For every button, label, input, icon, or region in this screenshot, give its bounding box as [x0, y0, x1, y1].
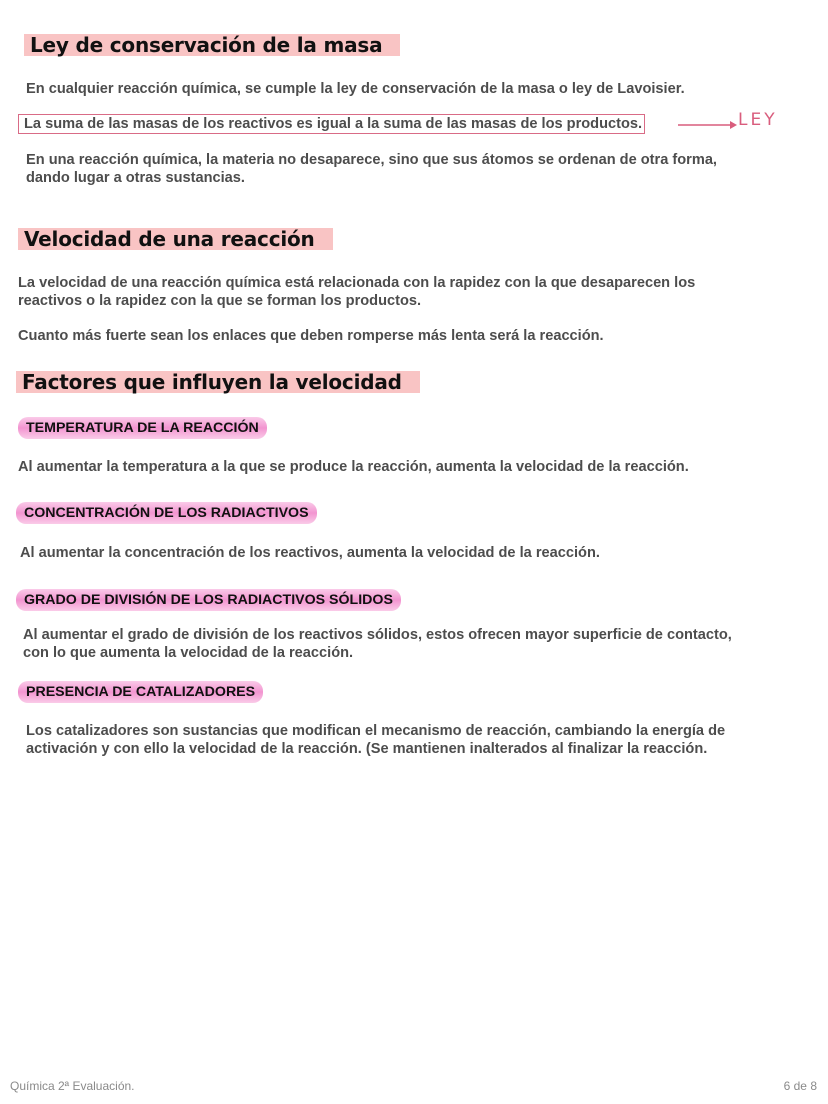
factor-text-concentracion: Al aumentar la concentración de los reactivos, aumenta la velocidad de la reacción. [20, 545, 600, 561]
factor-text-division-line1: Al aumentar el grado de división de los reactivos sólidos, estos ofrecen mayor superficie de contacto, [23, 627, 732, 643]
footer-document-title: Química 2ª Evaluación. [10, 1079, 135, 1093]
factor-text-catalizadores-line1: Los catalizadores son sustancias que modifican el mecanismo de reacción, cambiando la energía de [26, 723, 726, 739]
paragraph-lavoisier: En cualquier reacción química, se cumple la ley de conservación de la masa o ley de Lavoisier. [26, 81, 685, 97]
section-title-conservacion: Ley de conservación de la masa [24, 34, 400, 56]
handwritten-ley-label: LEY [738, 110, 778, 130]
factor-heading-catalizadores: PRESENCIA DE CATALIZADORES [18, 681, 263, 703]
paragraph-velocidad-line1: La velocidad de una reacción química está relacionada con la rapidez con la que desaparecen los [18, 275, 696, 291]
paragraph-materia-line2: dando lugar a otras sustancias. [26, 170, 245, 186]
factor-text-temperatura: Al aumentar la temperatura a la que se produce la reacción, aumenta la velocidad de la reacción. [18, 459, 689, 475]
paragraph-enlaces: Cuanto más fuerte sean los enlaces que deben romperse más lenta será la reacción. [18, 328, 604, 344]
section-title-factores: Factores que influyen la velocidad [16, 371, 420, 393]
factor-heading-division: GRADO DE DIVISIÓN DE LOS RADIACTIVOS SÓLIDOS [16, 589, 401, 611]
factor-heading-concentracion: CONCENTRACIÓN DE LOS RADIACTIVOS [16, 502, 317, 524]
arrow-right-icon [678, 119, 738, 131]
footer-page-number: 6 de 8 [783, 1079, 817, 1093]
paragraph-velocidad-line2: reactivos o la rapidez con la que se forman los productos. [18, 293, 422, 309]
factor-heading-temperatura: TEMPERATURA DE LA REACCIÓN [18, 417, 267, 439]
factor-text-division-line2: con lo que aumenta la velocidad de la reacción. [23, 645, 354, 661]
factor-text-catalizadores-line2: activación y con ello la velocidad de la reacción. (Se mantienen inalterados al finalizar la reacción. [26, 741, 708, 757]
paragraph-materia-line1: En una reacción química, la materia no desaparece, sino que sus átomos se ordenan de otra forma, [26, 152, 717, 168]
section-title-velocidad: Velocidad de una reacción [18, 228, 333, 250]
law-statement-box: La suma de las masas de los reactivos es igual a la suma de las masas de los productos. [18, 114, 645, 134]
